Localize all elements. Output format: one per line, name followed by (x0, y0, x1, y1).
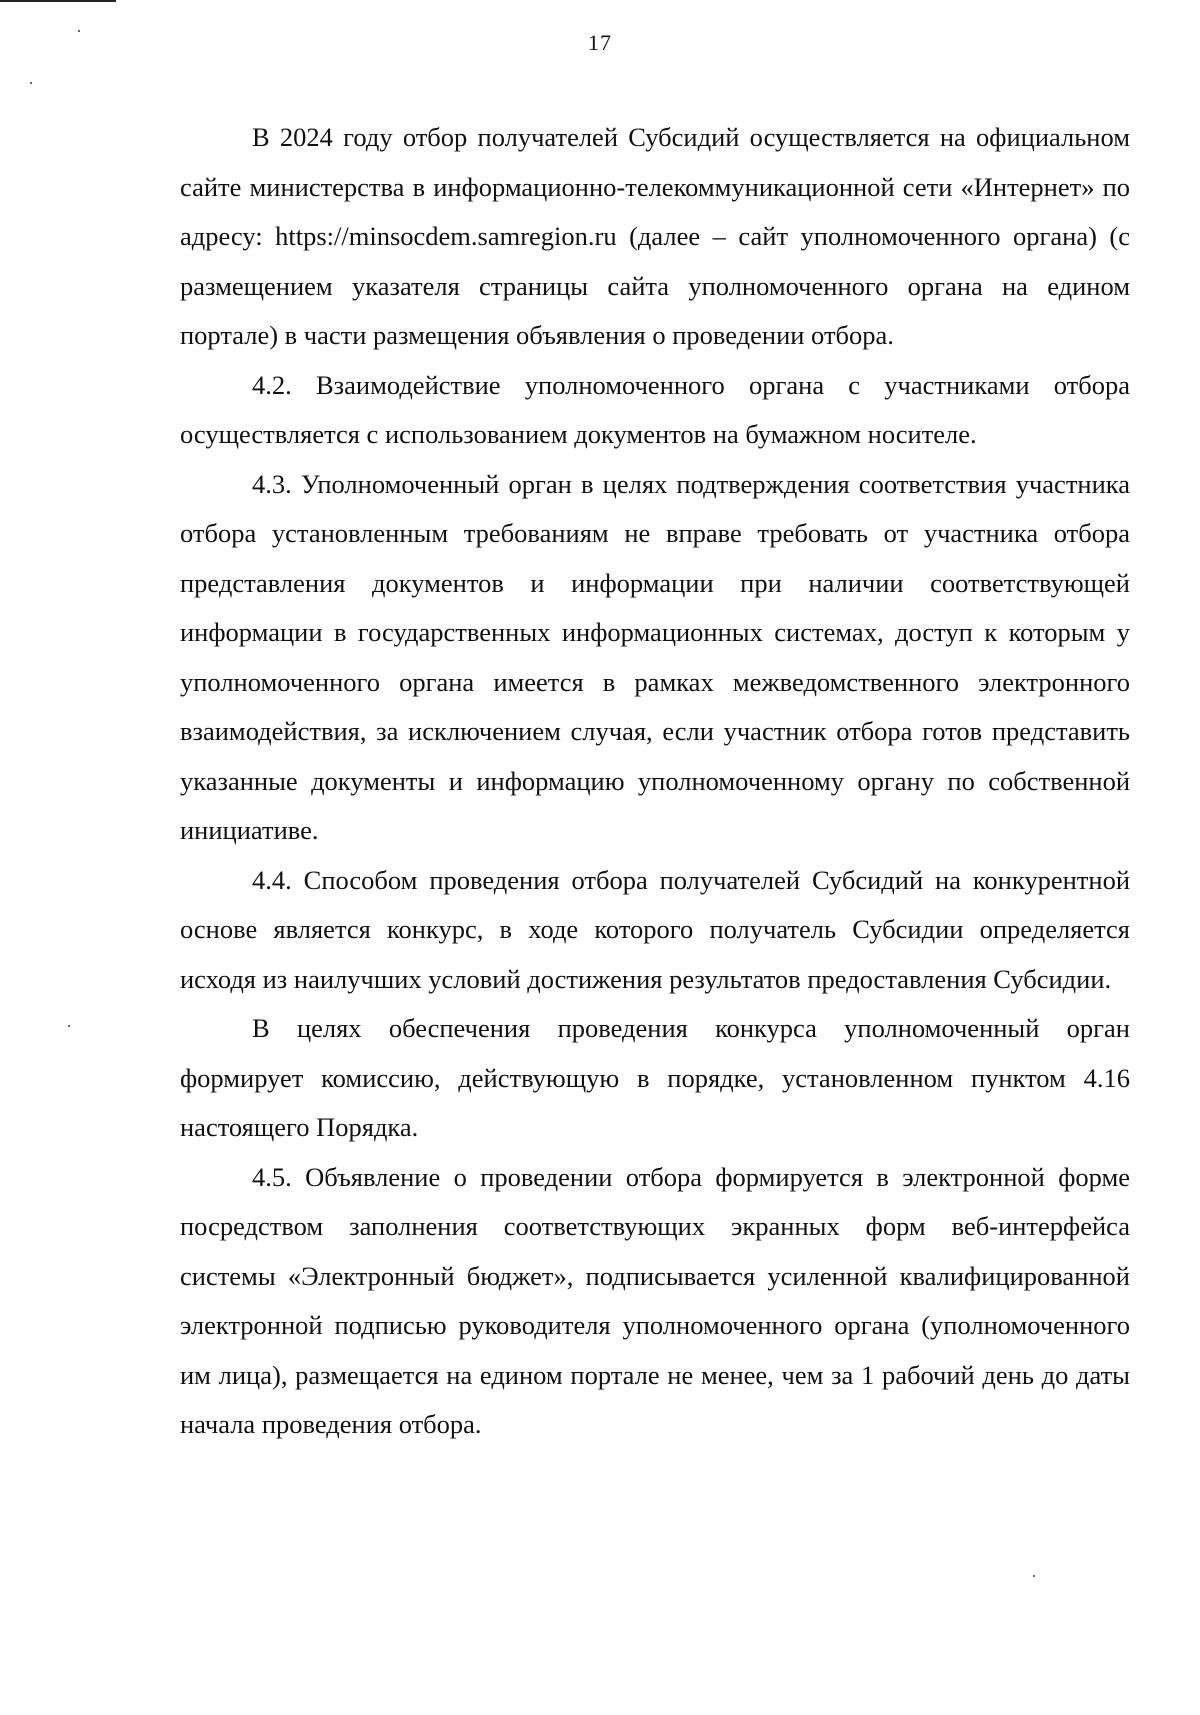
paragraph-4-4: 4.4. Способом проведения отбора получателей Субсидий на конкурентной основе является конкурс, в ходе которого получатель Субсидии определяется исходя из наилучших условий достижения результатов предоставления Субсидии. (180, 864, 1130, 994)
scan-speck (30, 82, 32, 84)
document-body (180, 113, 1130, 1450)
paragraph-site-info: В 2024 году отбор получателей Субсидий осуществляется на официальном сайте министерства в информационно-телекоммуникационной сети «Интернет» по адресу: https://minsocdem.samregion.ru (далее – сайт уполномоченного органа) (с размещением указателя страницы сайта уполномоченного органа на едином портале) в части размещения объявления о проведении отбора. (180, 122, 1130, 350)
page-number: 17 (588, 30, 612, 55)
paragraph-4-5: 4.5. Объявление о проведении отбора формируется в электронной форме посредством заполнения соответствующих экранных форм веб-интерфейса системы «Электронный бюджет», подписывается усиленной квалифицированной электронной подписью руководителя уполномоченного органа (уполномоченного им лица), размещается на едином портале не менее, чем за 1 рабочий день до даты начала проведения отбора. (180, 1161, 1130, 1439)
paragraph-4-3: 4.3. Уполномоченный орган в целях подтверждения соответствия участника отбора установленным требованиям не вправе требовать от участника отбора представления документов и информации при наличии соответствующей информации в государственных информационных системах, доступ к которым у уполномоченного органа имеется в рамках межведомственного электронного взаимодействия, за исключением случая, если участник отбора готов представить указанные документы и информацию уполномоченному органу по собственной инициативе. (180, 468, 1130, 845)
scan-edge-line (0, 0, 116, 2)
paragraph-commission: В целях обеспечения проведения конкурса уполномоченный орган формирует комиссию, действующую в порядке, установленном пунктом 4.16 настоящего Порядка. (180, 1013, 1130, 1142)
paragraph-4-2: 4.2. Взаимодействие уполномоченного органа с участниками отбора осуществляется с использованием документов на бумажном носителе. (180, 369, 1130, 449)
scan-speck (1033, 1575, 1035, 1577)
scan-speck (68, 1025, 70, 1027)
